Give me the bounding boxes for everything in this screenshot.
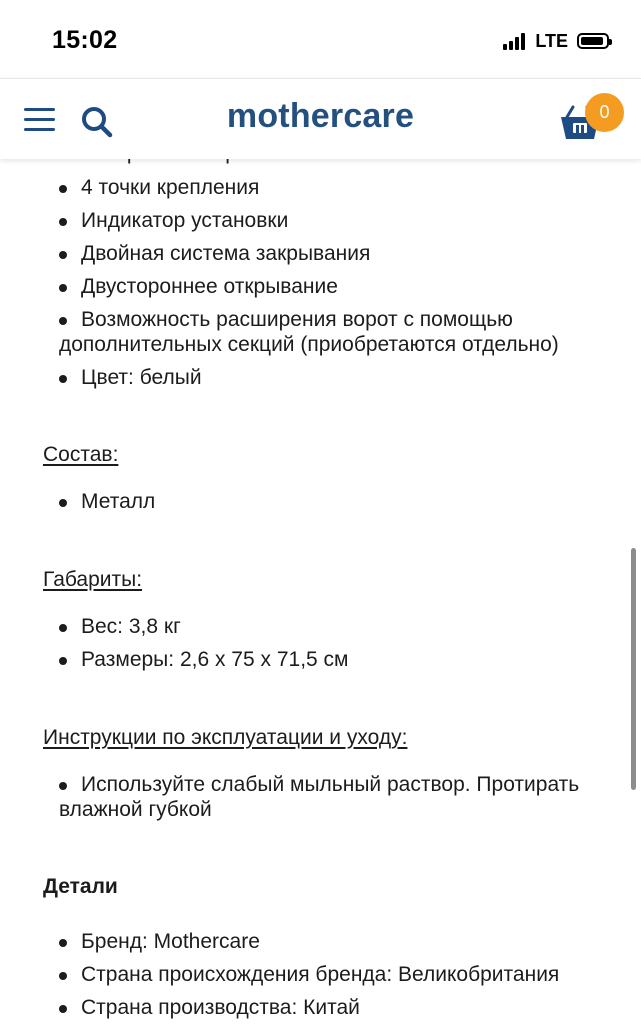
list-item: Используйте слабый мыльный раствор. Протирать влажной губкой <box>0 772 641 822</box>
logo[interactable]: mothercare <box>226 97 415 135</box>
list-item: Вес: 3,8 кг <box>0 614 641 639</box>
details-heading: Детали <box>43 875 118 898</box>
care-heading: Инструкции по эксплуатации и уходу: <box>43 726 408 749</box>
status-indicators <box>503 30 609 52</box>
status-time: 15:02 <box>52 26 118 54</box>
list-item: Страна происхождения бренда: Великобритания <box>0 962 641 987</box>
list-item: Цвет: белый <box>0 365 641 390</box>
composition-list <box>0 489 641 522</box>
scrollbar-thumb[interactable] <box>631 548 636 790</box>
list-item: Двойная система закрывания <box>0 241 641 266</box>
list-item: Двустороннее открывание <box>0 274 641 299</box>
list-item: Металл <box>0 489 641 514</box>
list-item: Индикатор установки <box>0 208 641 233</box>
dimensions-heading: Габариты: <box>43 568 143 591</box>
site-header <box>0 78 641 159</box>
details-list <box>0 929 641 1028</box>
signal-icon <box>503 32 527 50</box>
network-type: LTE <box>535 30 568 51</box>
status-bar <box>0 0 641 78</box>
list-item: Размеры: 2,6 x 75 x 71,5 см <box>0 647 641 672</box>
dimensions-list <box>0 614 641 680</box>
list-item: Возможность расширения ворот с помощью дополнительных секций (приобретаются отдельно) <box>0 307 641 357</box>
basket-count-badge[interactable]: 0 <box>585 93 624 132</box>
features-list-main <box>0 175 641 398</box>
battery-icon <box>577 33 609 49</box>
composition-heading: Состав: <box>43 443 119 466</box>
care-list <box>0 772 641 830</box>
list-item: 4 точки крепления <box>0 175 641 200</box>
list-item: Страна производства: Китай <box>0 995 641 1020</box>
list-item: Бренд: Mothercare <box>0 929 641 954</box>
